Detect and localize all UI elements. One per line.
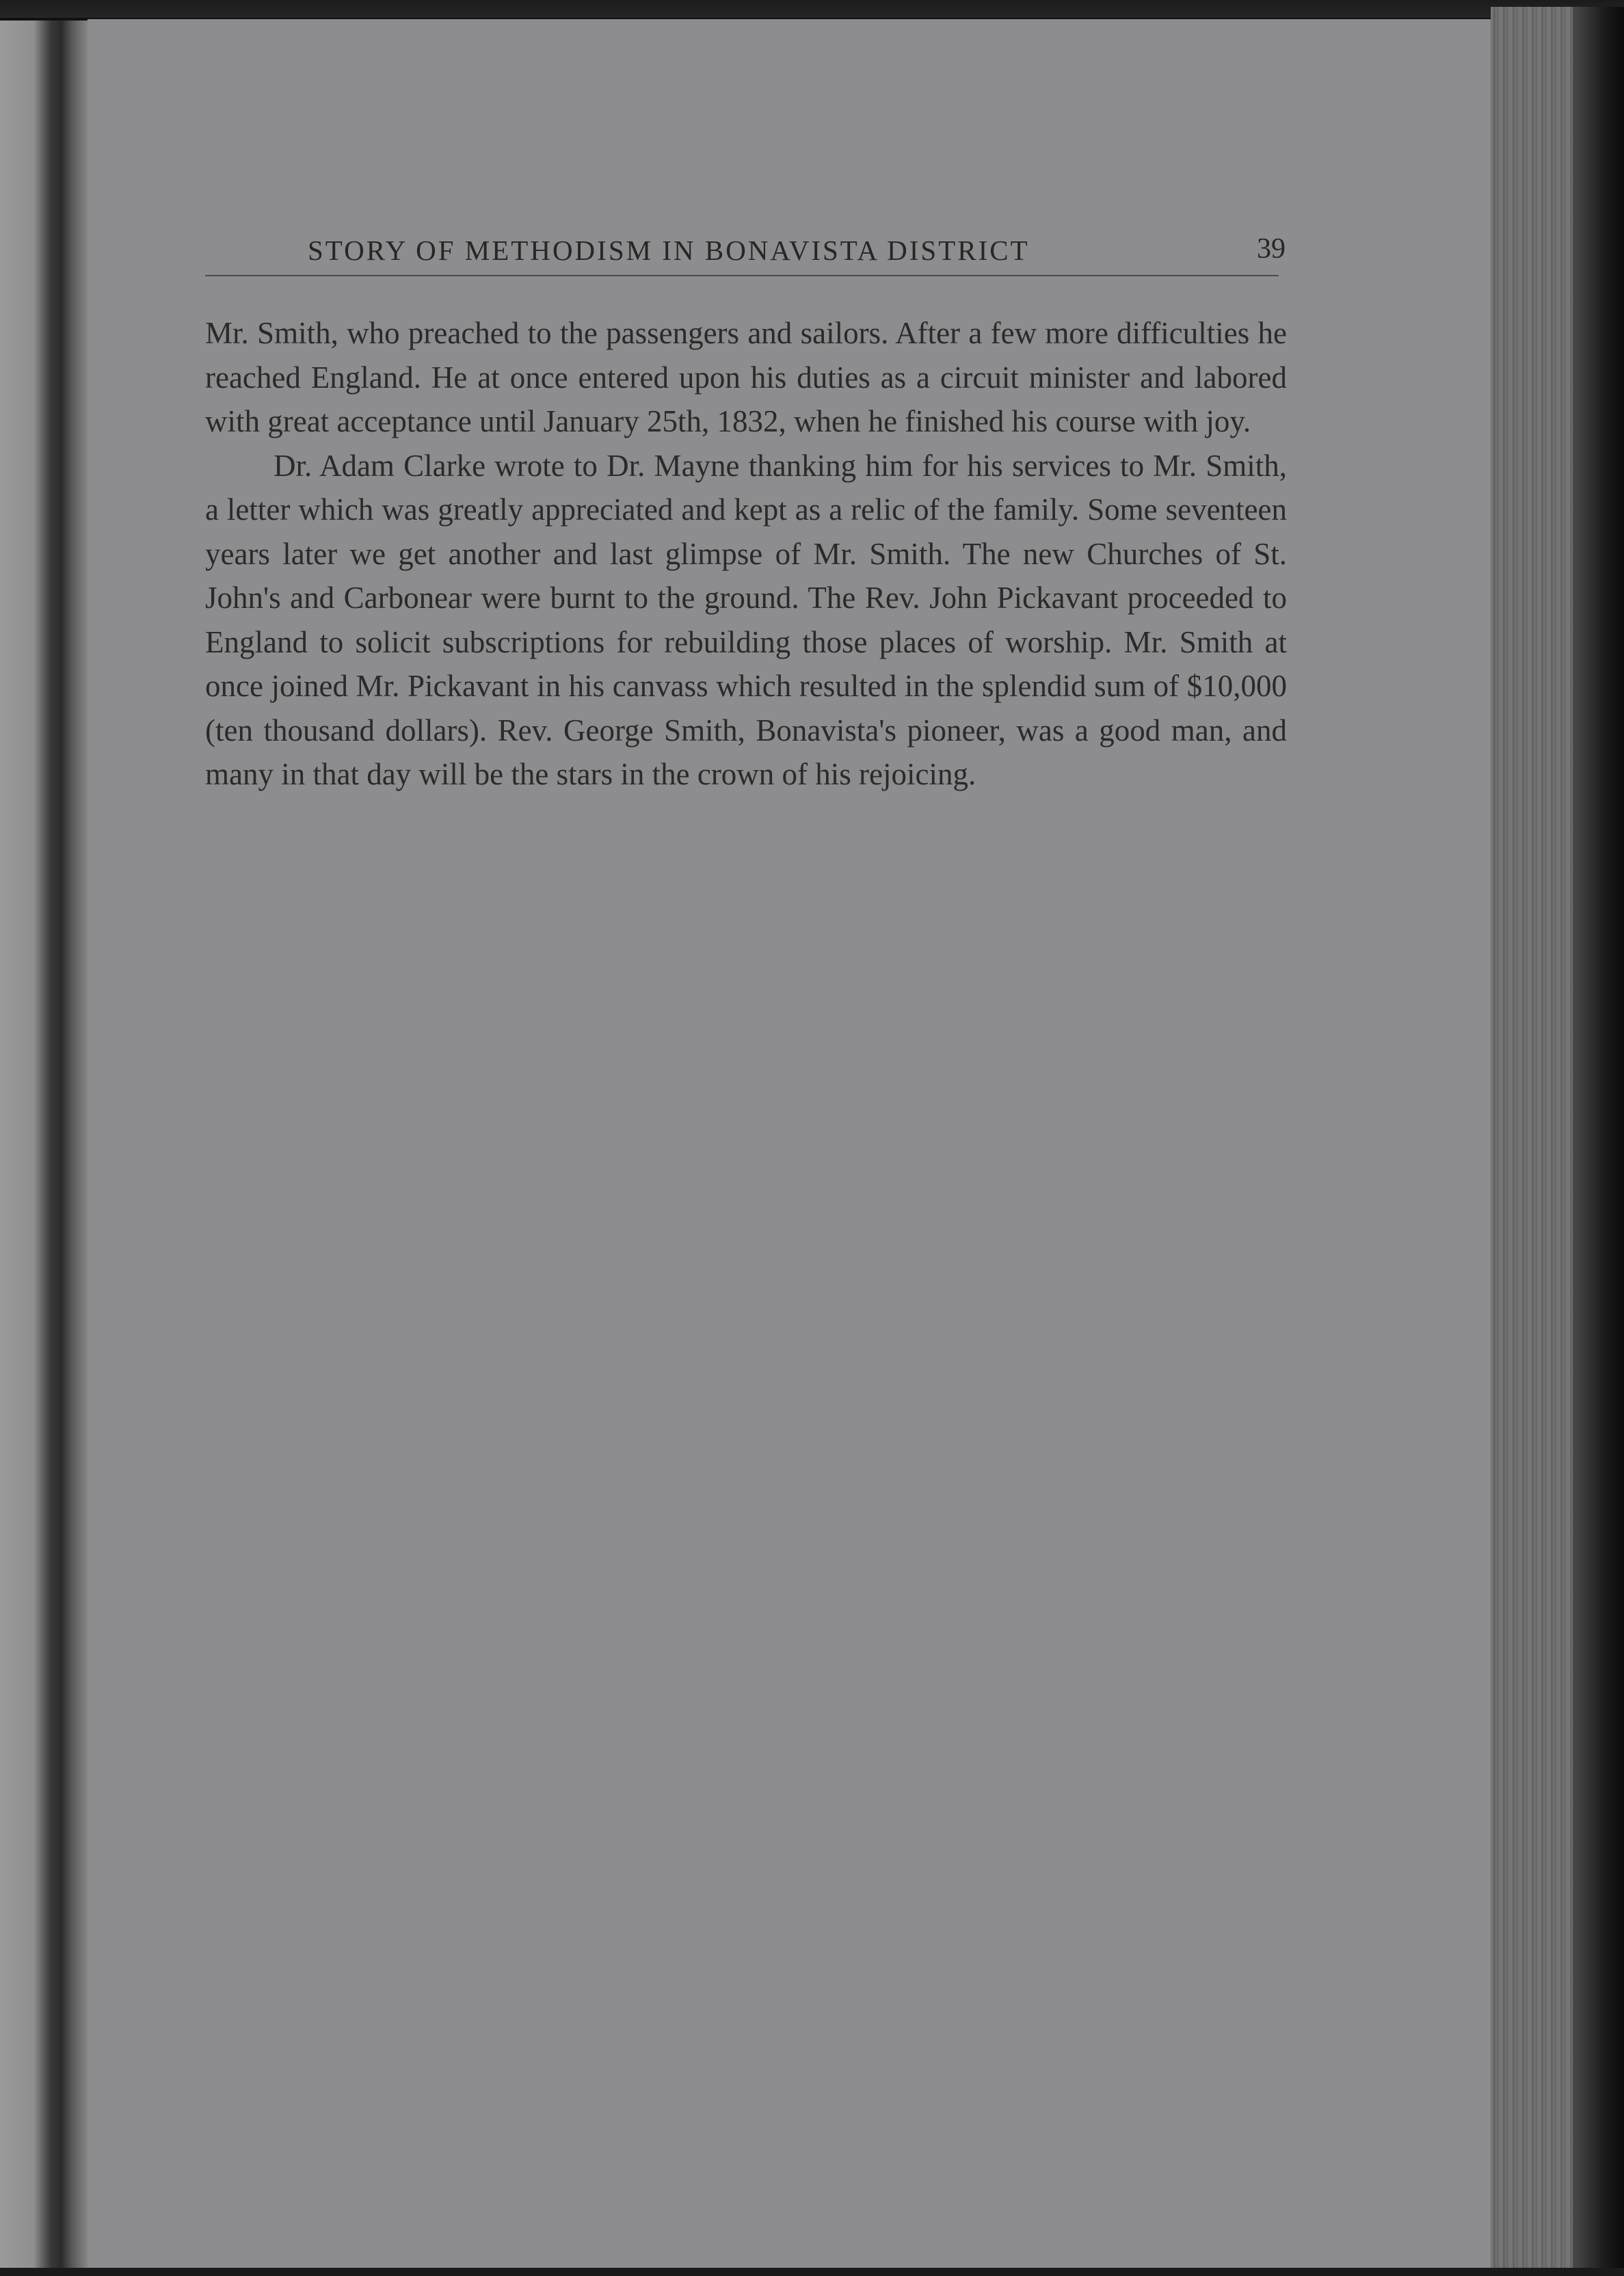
scan-bottom-border (0, 2268, 1624, 2276)
running-head (205, 230, 1286, 278)
fore-edge-shadow (1573, 7, 1624, 2276)
running-head-title: STORY OF METHODISM IN BONAVISTA DISTRICT (308, 235, 1030, 266)
book-gutter (62, 21, 89, 2271)
body-text (205, 311, 1287, 797)
running-head-rule (205, 275, 1279, 276)
scan-top-border (0, 0, 1624, 18)
left-page-edge (0, 21, 62, 2271)
paragraph-1: Mr. Smith, who preached to the passengers and sailors. After a few more difficulties he reached England. He at once entered upon his duties as a circuit minister and labored with great acceptance until January 25th, 1832, when he finished his course with joy. (205, 316, 1287, 438)
page-number: 39 (1257, 233, 1286, 265)
paragraph-2: Dr. Adam Clarke wrote to Dr. Mayne thanking him for his services to Mr. Smith, a letter which was greatly appreciated and kept as a relic of the family. Some seventeen years later we get another and last glimpse of Mr. Smith. The new Churches of St. John's and Carbonear were burnt to the ground. The Rev. John Pickavant proceeded to England to solicit subscriptions for rebuilding those places of worship. Mr. Smith at once joined Mr. Pickavant in his canvass which resulted in the splendid sum of $10,000 (ten thousand dollars). Rev. George Smith, Bonavista's pioneer, was a good man, and many in that day will be the stars in the crown of his rejoicing. (205, 448, 1287, 791)
